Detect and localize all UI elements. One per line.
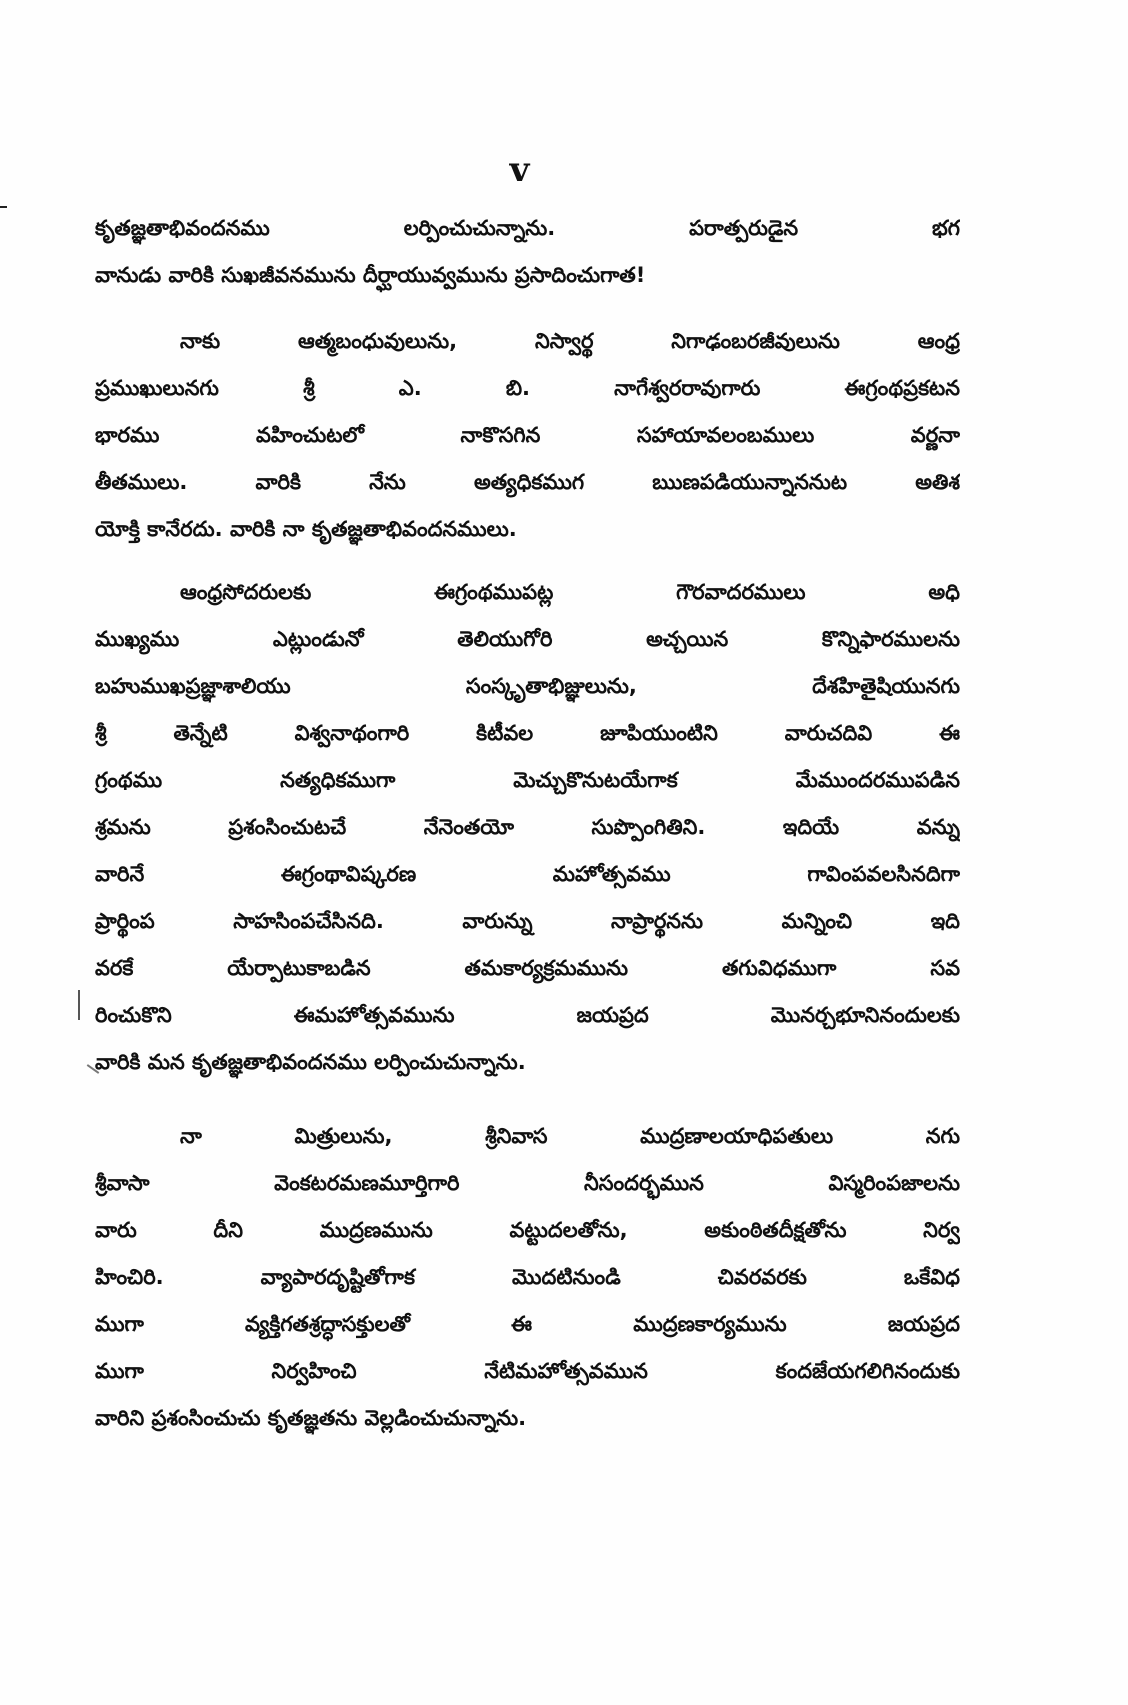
text-line: వారినే ఈగ్రంథావిష్కరణ మహోత్సవము గావింపవలసినదిగా <box>95 862 960 886</box>
paragraph <box>95 1113 960 1442</box>
text-line: నాకు ఆత్మబంధువులును, నిస్వార్థ నిగాఢంబరజీవులును ఆంధ్ర <box>180 329 960 353</box>
text-line: వారు దీని ముద్రణమును వట్టుదలతోను, అకుంఠితదీక్షతోను నిర్వ <box>95 1218 960 1242</box>
text-line: ముఖ్యము ఎట్లుండునో తెలియుగోరి అచ్చయిన కొన్నిఫారములను <box>95 627 960 651</box>
text-line: రించుకొని ఈమహోత్సవమును జయప్రద మొనర్చభూనినందులకు <box>95 1003 960 1027</box>
text-line: శ్రీ తెన్నేటి విశ్వనాథంగారి కిటీవల జూపియుంటిని వారుచదివి ఈ <box>95 721 960 745</box>
scan-edge-mark <box>0 206 7 208</box>
text-line: తీతములు. వారికి నేను అత్యధికముగ ఋణపడియున్నాననుట అతిశ <box>95 470 960 494</box>
text-line: శ్రమను ప్రశంసించుటచే నేనెంతయో సుప్పొంగితిని. ఇదియే వన్ను <box>95 815 960 839</box>
text-line: ఆంధ్రసోదరులకు ఈగ్రంథముపట్ల గౌరవాదరములు అధి <box>180 580 960 604</box>
text-line: వానుడు వారికి సుఖజీవనమును దీర్ఘాయువ్వమును ప్రసాదించుగాత! <box>95 263 646 287</box>
text-line: ముగా నిర్వహించి నేటిమహోత్సవమున కందజేయగలిగినందుకు <box>95 1359 960 1383</box>
text-line: కృతజ్ఞతాభివందనము లర్పించుచున్నాను. పరాత్పరుడైన భగ <box>95 216 960 240</box>
text-line: ముగా వ్యక్తిగతశ్రద్ధాసక్తులతో ఈ ముద్రణకార్యమును జయప్రద <box>95 1312 960 1336</box>
paragraph <box>95 318 960 553</box>
text-line: గ్రంథము నత్యధికముగా మెచ్చుకొనుటయేగాక మేముందరముపడిన <box>95 768 960 792</box>
text-line: వరకే యేర్పాటుకాబడిన తమకార్యక్రమమును తగువిధముగా సవ <box>95 956 960 980</box>
text-line: వారికి మన కృతజ్ఞతాభివందనము లర్పించుచున్నాను. <box>95 1050 526 1074</box>
text-line: యోక్తి కానేరదు. వారికి నా కృతజ్ఞతాభివందనములు. <box>95 517 517 541</box>
text-line: వారిని ప్రశంసించుచు కృతజ్ఞతను వెల్లడించుచున్నాను. <box>95 1406 527 1430</box>
text-line: భారము వహించుటలో నాకొసగిన సహాయావలంబములు వర్ణనా <box>95 423 960 447</box>
text-line: నా మిత్రులును, శ్రీనివాస ముద్రణాలయాధిపతులు నగు <box>180 1124 960 1148</box>
paragraph <box>95 569 960 1086</box>
text-line: హించిరి. వ్యాపారదృష్టితోగాక మొదటినుండి చివరవరకు ఒకేవిధ <box>95 1265 960 1289</box>
text-line: శ్రీవాసా వెంకటరమణమూర్తిగారి నీసందర్భమున విస్మరింపజాలను <box>95 1171 960 1195</box>
page-number: v <box>509 150 531 190</box>
text-line: ప్రముఖులునగు శ్రీ ఎ. బి. నాగేశ్వరరావుగారు ఈగ్రంథప్రకటన <box>95 376 960 400</box>
text-line: ప్రార్థింప సాహసింపచేసినది. వారున్ను నాప్రార్థనను మన్నించి ఇది <box>95 909 960 933</box>
scan-edge-mark <box>78 990 80 1020</box>
paragraph <box>95 205 960 299</box>
text-line: బహుముఖప్రజ్ఞాశాలియు సంస్కృతాభిజ్ఞులును, దేశహితైషియునగు <box>95 674 960 698</box>
